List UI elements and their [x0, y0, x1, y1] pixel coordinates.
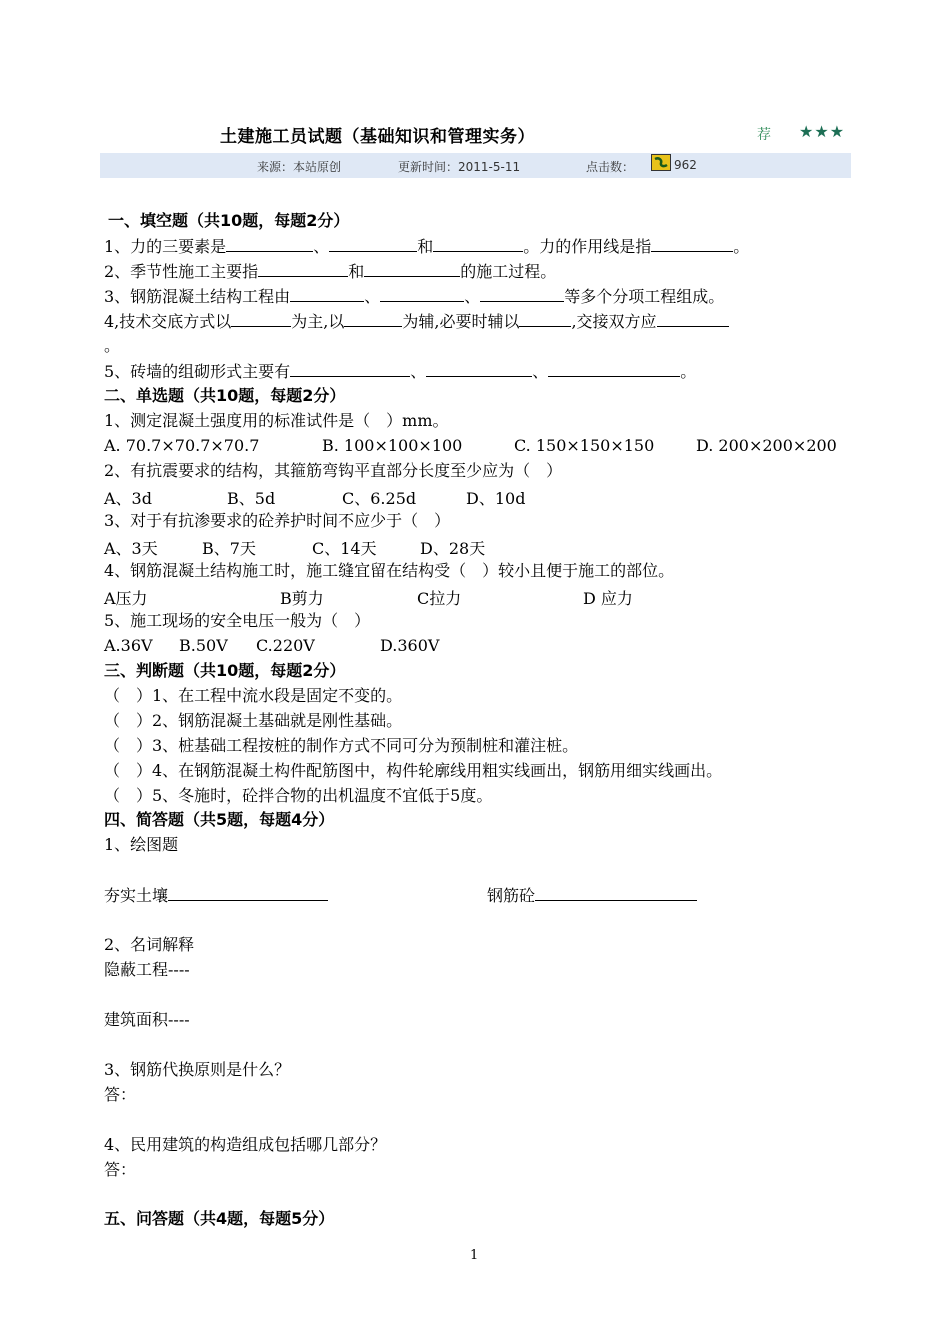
option[interactable]: B、7天 [202, 539, 256, 558]
blank[interactable] [226, 236, 313, 252]
option[interactable]: B剪力 [280, 589, 324, 608]
hits-value: 962 [674, 158, 697, 172]
update-time-text: 更新时间：2011-5-11 [398, 160, 521, 174]
hits-label: 点击数： [586, 160, 635, 174]
q1-text-e: 。 [733, 237, 750, 256]
rating-stars: ★★★ [799, 122, 846, 141]
drawing-blank[interactable] [535, 885, 697, 901]
section4-heading: 四、简答题（共5题，每题4分） [104, 810, 335, 829]
section2-heading: 二、单选题（共10题，每题2分） [104, 386, 346, 405]
answer-label: 答： [104, 1085, 137, 1104]
blank[interactable] [290, 286, 364, 302]
blank[interactable] [344, 311, 402, 327]
judge-item: （ ）3、桩基础工程按桩的制作方式不同可分为预制桩和灌注桩。 [104, 736, 579, 755]
blank[interactable] [433, 236, 523, 252]
source-text: 来源：本站原创 [257, 160, 342, 174]
term-hidden-works: 隐蔽工程---- [104, 960, 190, 979]
option[interactable]: B. 100×100×100 [322, 436, 463, 455]
draw-label-soil: 夯实土壤 [104, 886, 169, 905]
drawing-blank[interactable] [168, 885, 328, 901]
option[interactable]: C. 150×150×150 [514, 436, 655, 455]
q3-text-b: 、 [364, 287, 381, 306]
choice-question-5: 5、施工现场的安全电压一般为（ ） [104, 611, 371, 630]
option[interactable]: D、10d [466, 489, 526, 508]
option[interactable]: B、5d [227, 489, 276, 508]
q1-text-d: 。力的作用线是指 [523, 237, 652, 256]
blank[interactable] [380, 286, 464, 302]
blank[interactable] [231, 311, 291, 327]
option[interactable]: A、3天 [104, 539, 158, 558]
option[interactable]: C、6.25d [342, 489, 417, 508]
choice-question-1: 1、测定混凝土强度用的标准试件是（ ）mm。 [104, 411, 449, 430]
fill-question-5 [104, 361, 696, 382]
option[interactable]: C.220V [256, 636, 315, 655]
option[interactable]: A.36V [104, 636, 153, 655]
q3-text-a: 3、钢筋混凝土结构工程由 [104, 287, 291, 306]
choice-question-2: 2、有抗震要求的结构，其箍筋弯钩平直部分长度至少应为（ ） [104, 461, 563, 480]
blank[interactable] [519, 311, 571, 327]
q1-text-b: 、 [313, 237, 330, 256]
q5-text-c: 、 [532, 362, 549, 381]
blank[interactable] [258, 261, 348, 277]
short-question-1: 1、绘图题 [104, 835, 179, 854]
choice-question-3: 3、对于有抗渗要求的砼养护时间不应少于（ ） [104, 511, 451, 530]
section1-heading: 一、填空题（共10题，每题2分） [108, 211, 350, 230]
blank[interactable] [651, 236, 733, 252]
option[interactable]: D.360V [380, 636, 440, 655]
draw-item-concrete [487, 885, 697, 906]
fill-question-1 [104, 236, 749, 257]
blank[interactable] [364, 261, 460, 277]
judge-item: （ ）5、冬施时，砼拌合物的出机温度不宜低于5度。 [104, 786, 493, 805]
q5-text-a: 5、砖墙的组砌形式主要有 [104, 362, 291, 381]
q3-text-c: 、 [464, 287, 481, 306]
option[interactable]: D. 200×200×200 [696, 436, 837, 455]
document-title: 土建施工员试题（基础知识和管理实务） [220, 127, 535, 147]
q4-text-d: ,交接双方应 [571, 312, 657, 331]
judge-item: （ ）2、钢筋混凝土基础就是刚性基础。 [104, 711, 403, 730]
blank[interactable] [548, 361, 680, 377]
fill-question-4-end: 。 [104, 336, 121, 355]
judge-item: （ ）4、在钢筋混凝土构件配筋图中，构件轮廓线用粗实线画出，钢筋用细实线画出。 [104, 761, 723, 780]
blank[interactable] [480, 286, 564, 302]
q2-text-c: 的施工过程。 [460, 262, 557, 281]
page-number: 1 [470, 1248, 479, 1263]
q3-text-d: 等多个分项工程组成。 [564, 287, 725, 306]
option[interactable]: A压力 [104, 589, 148, 608]
q5-text-b: 、 [410, 362, 427, 381]
short-question-4: 4、民用建筑的构造组成包括哪几部分？ [104, 1135, 387, 1154]
hits-counter-icon [651, 154, 671, 171]
q4-text-a: 4,技术交底方式以 [104, 312, 232, 331]
blank[interactable] [426, 361, 532, 377]
q2-text-a: 2、季节性施工主要指 [104, 262, 259, 281]
option[interactable]: A、3d [104, 489, 152, 508]
option[interactable]: C、14天 [312, 539, 377, 558]
option[interactable]: B.50V [179, 636, 228, 655]
short-question-3: 3、钢筋代换原则是什么？ [104, 1060, 291, 1079]
q5-text-d: 。 [680, 362, 697, 381]
fill-question-4 [104, 311, 729, 332]
meta-info-bar [100, 153, 851, 178]
judge-item: （ ）1、在工程中流水段是固定不变的。 [104, 686, 403, 705]
answer-label: 答： [104, 1160, 137, 1179]
choice-question-4: 4、钢筋混凝土结构施工时，施工缝宜留在结构受（ ）较小且便于施工的部位。 [104, 561, 675, 580]
draw-item-soil [104, 885, 328, 906]
blank[interactable] [329, 236, 417, 252]
blank[interactable] [290, 361, 410, 377]
option[interactable]: C拉力 [417, 589, 462, 608]
term-building-area: 建筑面积---- [104, 1010, 190, 1029]
q1-text-c: 和 [417, 237, 434, 256]
q2-text-b: 和 [348, 262, 365, 281]
option[interactable]: D、28天 [420, 539, 486, 558]
fill-question-3 [104, 286, 724, 307]
option[interactable]: A. 70.7×70.7×70.7 [104, 436, 260, 455]
q4-text-c: 为辅,必要时辅以 [402, 312, 520, 331]
blank[interactable] [657, 311, 729, 327]
option[interactable]: D 应力 [583, 589, 633, 608]
fill-question-2 [104, 261, 556, 282]
q4-text-b: 为主,以 [291, 312, 345, 331]
section5-heading: 五、问答题（共4题，每题5分） [104, 1209, 335, 1228]
recommend-label: 荐 [757, 127, 771, 143]
q1-text-a: 1、力的三要素是 [104, 237, 227, 256]
draw-label-concrete: 钢筋砼 [487, 886, 536, 905]
section3-heading: 三、判断题（共10题，每题2分） [104, 661, 346, 680]
short-question-2: 2、名词解释 [104, 935, 195, 954]
